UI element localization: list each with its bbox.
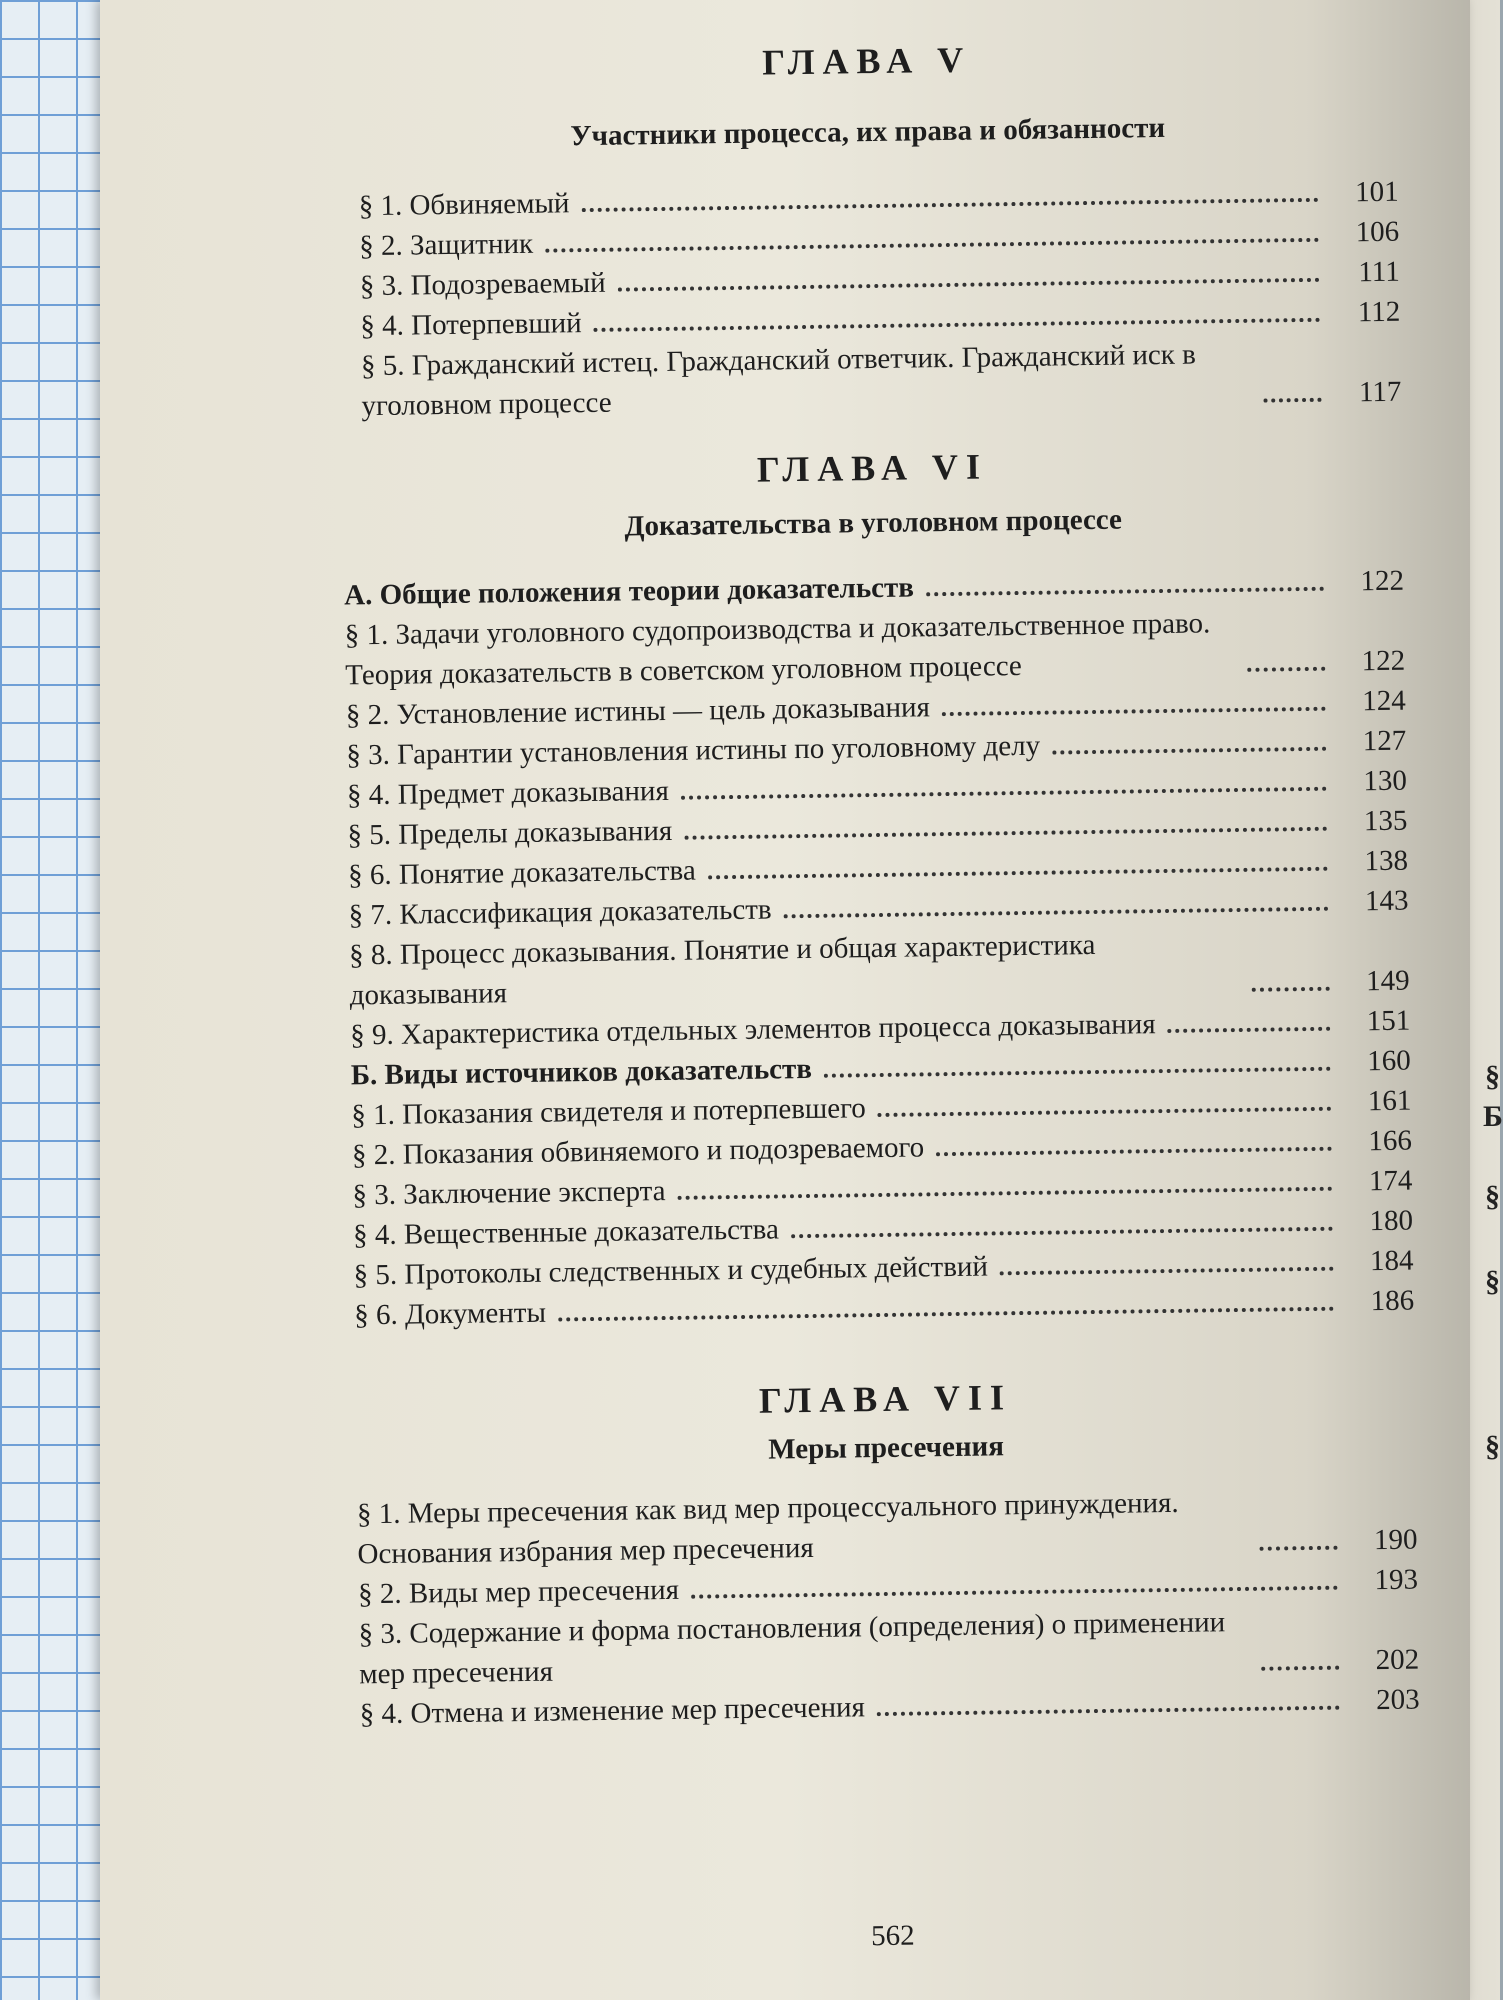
dot-leader <box>582 198 1319 212</box>
toc-entry-text: Б. Виды источников доказательств <box>350 1052 813 1092</box>
toc-page-number: 190 <box>1373 1523 1418 1557</box>
adjacent-page-mark: § <box>1485 1430 1500 1463</box>
toc-page-number: 135 <box>1363 804 1408 838</box>
toc-entry-text: § 1. Обвиняемый <box>358 187 570 223</box>
dot-leader <box>877 1706 1340 1716</box>
toc-entry-text: § 1. Показания свидетеля и потерпевшего <box>351 1092 866 1132</box>
toc-page-number: 202 <box>1375 1643 1420 1677</box>
dot-leader <box>681 787 1327 800</box>
adjacent-page-mark: Б <box>1483 1100 1503 1133</box>
toc-page-number: 111 <box>1358 255 1400 289</box>
toc-entry-text: § 3. Гарантии установления истины по уголовному делу <box>346 729 1041 772</box>
toc-page-number: 106 <box>1355 215 1400 249</box>
toc-page-number: 193 <box>1374 1563 1419 1597</box>
chapter-subtitle: Доказательства в уголовном процессе <box>624 503 1123 543</box>
toc-page-number: 174 <box>1368 1164 1413 1198</box>
toc-page-number: 138 <box>1364 844 1409 878</box>
dot-leader <box>942 707 1326 716</box>
dot-leader <box>594 318 1321 332</box>
toc-entry-text: А. Общие положения теории доказательств <box>343 571 915 612</box>
toc-entry-text: § 4. Потерпевший <box>360 307 582 343</box>
toc-page-number: 184 <box>1369 1244 1414 1278</box>
toc-entry-text: § 5. Пределы доказывания <box>347 814 673 852</box>
table-of-contents <box>337 33 1424 1988</box>
dot-leader <box>791 1227 1333 1239</box>
dot-leader <box>545 238 1319 253</box>
toc-entry-text: § 1. Задачи уголовного судопроизводства и доказательственное право. Теория доказательств в советском уголовном процессе <box>344 607 1211 692</box>
toc-entry-text: § 1. Меры пресечения как вид мер процессуального принуждения. Основания избрания мер пресечения <box>356 1486 1179 1571</box>
chapter-subtitle: Меры пресечения <box>768 1430 1005 1466</box>
dot-leader <box>1260 1546 1338 1551</box>
toc-entry-text: § 2. Показания обвиняемого и подозреваемого <box>351 1131 925 1172</box>
dot-leader <box>1168 1027 1331 1033</box>
dot-leader <box>784 907 1329 919</box>
toc-entry-text: § 3. Содержание и форма постановления (определения) о применении мер пресечения <box>358 1606 1226 1691</box>
toc-page-number: 122 <box>1361 644 1406 678</box>
toc-entry-text: § 3. Заключение эксперта <box>352 1175 666 1212</box>
toc-page-number: 160 <box>1367 1044 1411 1078</box>
dot-leader <box>708 867 1328 880</box>
toc-list <box>344 561 1415 1336</box>
page-number: 562 <box>870 1919 915 1953</box>
toc-entry-text: § 5. Гражданский истец. Гражданский ответчик. Гражданский иск в уголовном процессе <box>360 338 1197 423</box>
dot-leader <box>691 1586 1338 1599</box>
dot-leader <box>678 1187 1333 1200</box>
toc-entry <box>361 332 1402 427</box>
toc-page-number: 186 <box>1370 1284 1415 1318</box>
chapter-section <box>355 1371 1420 1735</box>
toc-entry-text: § 5. Протоколы следственных и судебных действий <box>353 1250 989 1292</box>
toc-page-number: 180 <box>1369 1204 1414 1238</box>
dot-leader <box>1264 398 1322 403</box>
chapter-title: ГЛАВА VI <box>756 446 989 490</box>
toc-page-number: 124 <box>1362 684 1406 718</box>
toc-page-number: 130 <box>1363 764 1408 798</box>
dot-leader <box>1261 1666 1339 1671</box>
toc-page-number: 143 <box>1364 884 1409 918</box>
dot-leader <box>1052 747 1326 755</box>
toc-page-number: 122 <box>1360 564 1405 598</box>
dot-leader <box>1252 987 1330 992</box>
dot-leader <box>824 1067 1331 1078</box>
toc-entry <box>344 601 1405 696</box>
toc-entry-text: § 9. Характеристика отдельных элементов процесса доказывания <box>350 1008 1156 1052</box>
toc-entry-text: § 6. Понятие доказательства <box>347 854 696 892</box>
adjacent-page-mark: § <box>1485 1265 1500 1298</box>
toc-entry <box>357 1480 1418 1575</box>
toc-entry <box>358 1600 1419 1695</box>
chapter-section <box>342 440 1414 1336</box>
chapter-subtitle: Участники процесса, их права и обязанности <box>570 111 1166 153</box>
toc-entry-text: § 4. Предмет доказывания <box>346 774 670 812</box>
toc-page-number: 161 <box>1367 1084 1412 1118</box>
dot-leader <box>1000 1267 1334 1276</box>
toc-entry-text: § 4. Отмена и изменение мер пресечения <box>359 1691 866 1731</box>
dot-leader <box>936 1147 1332 1157</box>
dot-leader <box>926 587 1324 597</box>
dot-leader <box>684 827 1327 840</box>
dot-leader <box>558 1307 1334 1322</box>
toc-page-number: 166 <box>1368 1124 1413 1158</box>
adjacent-page-mark: § <box>1485 1060 1500 1093</box>
chapter-title: ГЛАВА VII <box>758 1377 1013 1421</box>
dot-leader <box>1247 667 1325 672</box>
chapter-section <box>337 33 1402 427</box>
toc-entry-text: § 7. Классификация доказательств <box>348 893 772 932</box>
toc-entry-text: § 6. Документы <box>353 1296 547 1332</box>
dot-leader <box>618 278 1320 292</box>
toc-entry <box>349 921 1410 1016</box>
toc-entry-text: § 2. Защитник <box>359 227 534 263</box>
toc-entry-text: § 2. Установление истины — цель доказывания <box>345 691 931 732</box>
toc-page-number: 101 <box>1354 175 1399 209</box>
toc-entry-text: § 3. Подозреваемый <box>359 266 606 303</box>
toc-page-number: 112 <box>1357 295 1401 329</box>
toc-entry-text: § 4. Вещественные доказательства <box>352 1213 780 1252</box>
toc-entry-text: § 2. Виды мер пресечения <box>357 1573 680 1611</box>
toc-page-number: 127 <box>1362 724 1407 758</box>
chapter-title: ГЛАВА V <box>761 39 972 83</box>
adjacent-page-mark: § <box>1485 1180 1500 1213</box>
toc-list <box>357 1480 1420 1735</box>
toc-page-number: 151 <box>1366 1004 1411 1038</box>
toc-page-number: 203 <box>1375 1683 1420 1717</box>
toc-entry-text: § 8. Процесс доказывания. Понятие и общая характеристика доказывания <box>348 928 1096 1012</box>
dot-leader <box>878 1107 1332 1117</box>
toc-page-number: 149 <box>1365 964 1410 998</box>
toc-list <box>338 172 1401 427</box>
toc-page-number: 117 <box>1358 375 1402 409</box>
book-page <box>100 0 1470 2000</box>
